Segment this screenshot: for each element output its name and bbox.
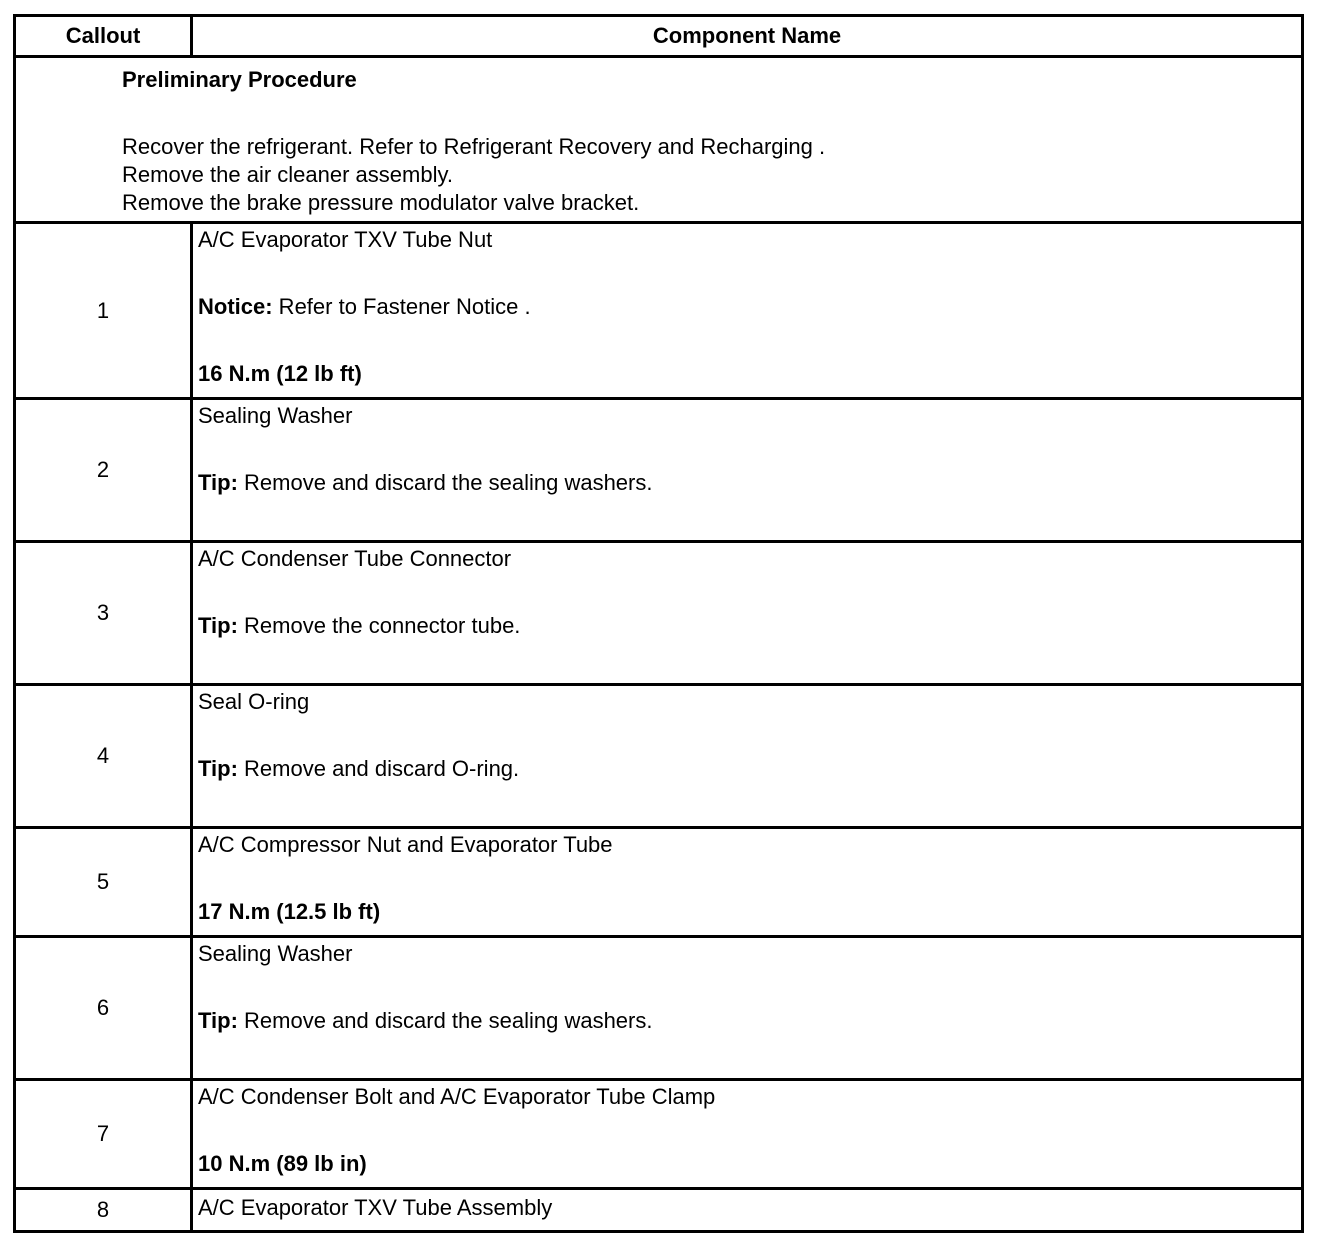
callout-number: 7 [15, 1080, 192, 1189]
torque-spec: 16 N.m (12 lb ft) [198, 361, 362, 386]
component-cell [192, 685, 1303, 828]
callout-number: 1 [15, 223, 192, 399]
callout-number: 6 [15, 937, 192, 1080]
component-name: Sealing Washer [198, 941, 353, 966]
component-cell [192, 1189, 1303, 1232]
component-cell [192, 828, 1303, 937]
callout-number: 2 [15, 399, 192, 542]
component-name: Seal O-ring [198, 689, 310, 714]
callout-number: 3 [15, 542, 192, 685]
callout-column-header: Callout [15, 16, 192, 57]
callout-number: 5 [15, 828, 192, 937]
tip-text: Remove and discard the sealing washers. [237, 470, 653, 495]
component-name: A/C Evaporator TXV Tube Nut [198, 227, 493, 252]
component-cell [192, 937, 1303, 1080]
table-header-row [15, 16, 1303, 57]
table-row [15, 1189, 1303, 1232]
table-row [15, 1080, 1303, 1189]
tip-label: Tip: [198, 1008, 238, 1033]
tip-text: Remove and discard the sealing washers. [237, 1008, 653, 1033]
tip-text: Remove the connector tube. [237, 613, 521, 638]
component-cell [192, 1080, 1303, 1189]
callout-number: 4 [15, 685, 192, 828]
component-name: A/C Condenser Bolt and A/C Evaporator Tube Clamp [198, 1084, 716, 1109]
tip-label: Tip: [198, 756, 238, 781]
preliminary-procedure-title: Preliminary Procedure [122, 67, 357, 92]
notice-text: Refer to Fastener Notice . [272, 294, 531, 319]
table-row [15, 399, 1303, 542]
table-row [15, 937, 1303, 1080]
table-row [15, 828, 1303, 937]
component-name: A/C Condenser Tube Connector [198, 546, 512, 571]
torque-spec: 10 N.m (89 lb in) [198, 1151, 367, 1176]
tip-label: Tip: [198, 613, 238, 638]
component-name-column-header: Component Name [192, 16, 1303, 57]
preliminary-procedure-row [15, 57, 1303, 223]
tip-text: Remove and discard O-ring. [237, 756, 520, 781]
table-row [15, 542, 1303, 685]
component-cell [192, 542, 1303, 685]
callout-number: 8 [15, 1189, 192, 1232]
procedure-table [13, 14, 1304, 1233]
preliminary-step: Recover the refrigerant. Refer to Refrigerant Recovery and Recharging . [122, 134, 826, 159]
preliminary-step: Remove the air cleaner assembly. [122, 162, 453, 187]
component-name: A/C Evaporator TXV Tube Assembly [198, 1195, 553, 1220]
table-row [15, 223, 1303, 399]
component-name: Sealing Washer [198, 403, 353, 428]
component-cell [192, 399, 1303, 542]
torque-spec: 17 N.m (12.5 lb ft) [198, 899, 381, 924]
component-name: A/C Compressor Nut and Evaporator Tube [198, 832, 613, 857]
notice-label: Notice: [198, 294, 273, 319]
preliminary-procedure-cell [15, 57, 1303, 223]
tip-label: Tip: [198, 470, 238, 495]
preliminary-step: Remove the brake pressure modulator valve bracket. [122, 190, 640, 215]
component-cell [192, 223, 1303, 399]
table-row [15, 685, 1303, 828]
